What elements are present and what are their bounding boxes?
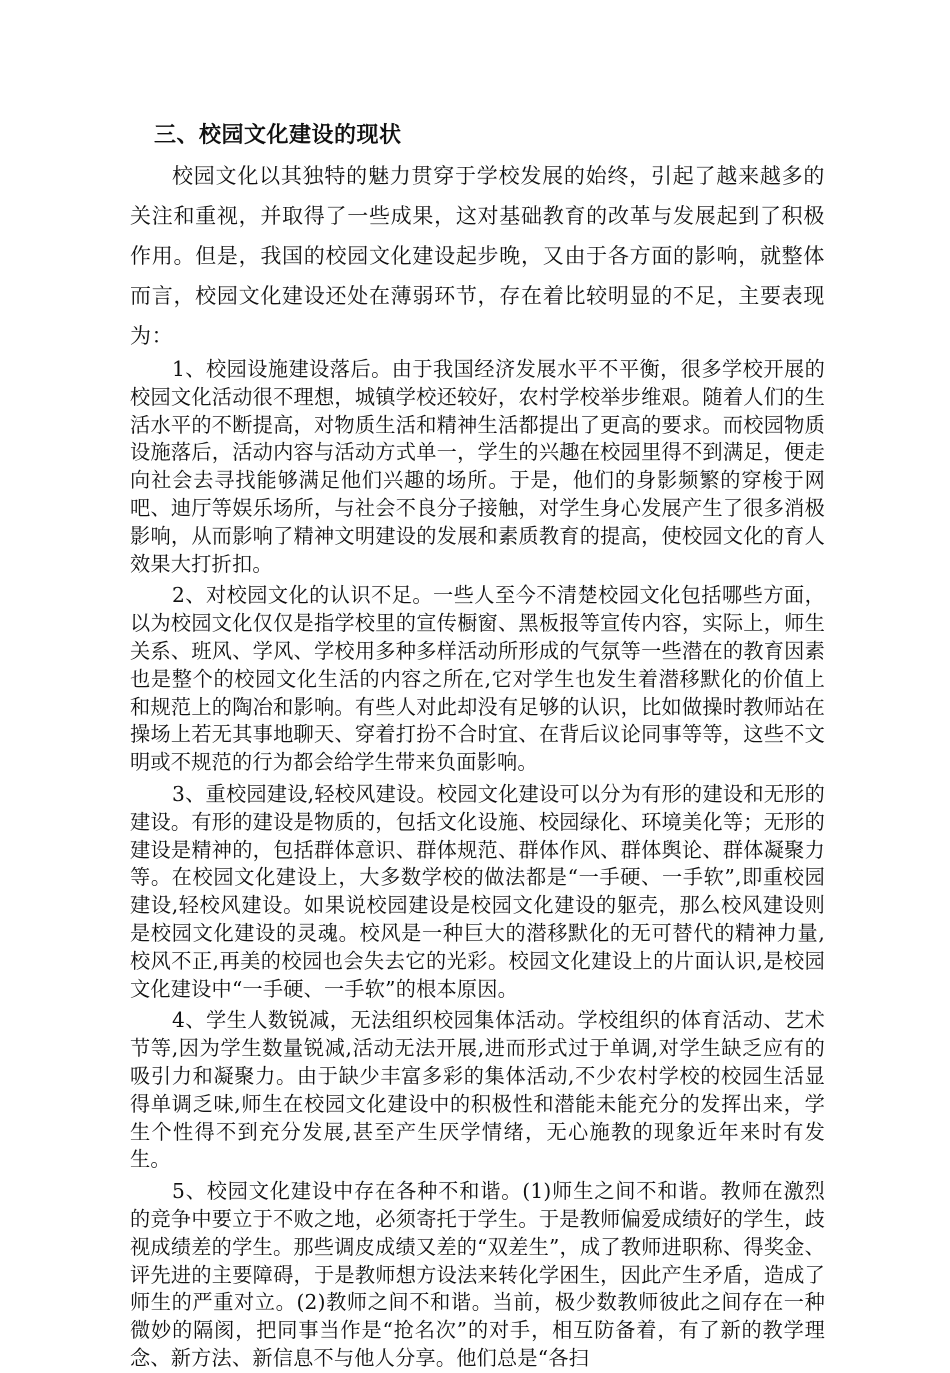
- item-paragraph-1: 1、校园设施建设落后。由于我国经济发展水平不平衡，很多学校开展的校园文化活动很不理想，城镇学校还较好，农村学校举步维艰。随着人们的生活水平的不断提高，对物质生活和精神生活都提出了更高的要求。而校园物质设施落后，活动内容与活动方式单一，学生的兴趣在校园里得不到满足，便走向社会去寻找能够满足他们兴趣的场所。于是，他们的身影频繁的穿梭于网吧、迪厅等娱乐场所，与社会不良分子接触，对学生身心发展产生了很多消极影响，从而影响了精神文明建设的发展和素质教育的提高，使校园文化的育人效果大打折扣。: [130, 357, 825, 576]
- page-content: [130, 118, 825, 1373]
- item-paragraph-2: 2、对校园文化的认识不足。一些人至今不清楚校园文化包括哪些方面，以为校园文化仅仅是指学校里的宣传橱窗、黑板报等宣传内容，实际上，师生关系、班风、学风、学校用多种多样活动所形成的气氛等一些潜在的教育因素也是整个的校园文化生活的内容之所在,它对学生也发生着潜移默化的价值上和规范上的陶冶和影响。有些人对此却没有足够的认识，比如做操时教师站在操场上若无其事地聊天、穿着打扮不合时宜、在背后议论同事等等，这些不文明或不规范的行为都会给学生带来负面影响。: [130, 583, 825, 775]
- intro-paragraph: 校园文化以其独特的魅力贯穿于学校发展的始终，引起了越来越多的关注和重视，并取得了一些成果，这对基础教育的改革与发展起到了积极作用。但是，我国的校园文化建设起步晚，又由于各方面的影响，就整体而言，校园文化建设还处在薄弱环节，存在着比较明显的不足，主要表现为：: [130, 164, 825, 348]
- item-paragraph-3: 3、重校园建设,轻校风建设。校园文化建设可以分为有形的建设和无形的建设。有形的建设是物质的，包括文化设施、校园绿化、环境美化等；无形的建设是精神的，包括群体意识、群体规范、群体作风、群体舆论、群体凝聚力等。在校园文化建设上，大多数学校的做法都是“一手硬、一手软”,即重校园建设,轻校风建设。如果说校园建设是校园文化建设的躯壳，那么校风建设则是校园文化建设的灵魂。校风是一种巨大的潜移默化的无可替代的精神力量,校风不正,再美的校园也会失去它的光彩。校园文化建设上的片面认识,是校园文化建设中“一手硬、一手软”的根本原因。: [130, 781, 825, 1001]
- item-paragraph-5: 5、校园文化建设中存在各种不和谐。(1)师生之间不和谐。教师在激烈的竞争中要立于不败之地，必须寄托于学生。于是教师偏爱成绩好的学生，歧视成绩差的学生。那些调皮成绩又差的“双差生”，成了教师进职称、得奖金、评先进的主要障碍，于是教师想方设法来转化学困生，因此产生矛盾，造成了师生的严重对立。(2)教师之间不和谐。当前，极少数教师彼此之间存在一种微妙的隔阂，把同事当作是“抢名次”的对手，相互防备着，有了新的教学理念、新方法、新信息不与他人分享。他们总是“各扫: [130, 1179, 825, 1370]
- section-heading: 三、校园文化建设的现状: [154, 123, 402, 148]
- item-paragraph-4: 4、学生人数锐减，无法组织校园集体活动。学校组织的体育活动、艺术节等,因为学生数量锐减,活动无法开展,进而形式过于单调,对学生缺乏应有的吸引力和凝聚力。由于缺少丰富多彩的集体活动,不少农村学校的校园生活显得单调乏味,师生在校园文化建设中的积极性和潜能未能充分的发挥出来，学生个性得不到充分发展,甚至产生厌学情绪，无心施教的现象近年来时有发生。: [130, 1008, 825, 1172]
